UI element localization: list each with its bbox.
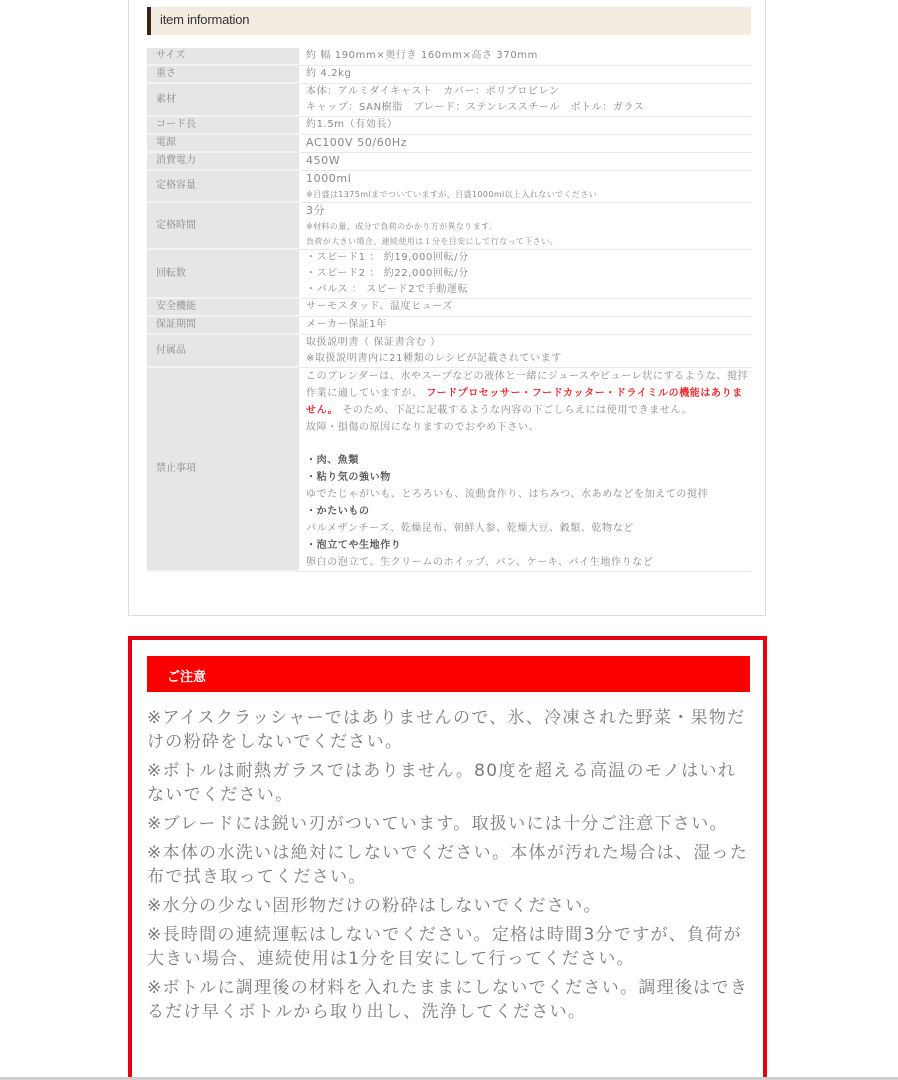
category-desc: 卵白の泡立て、生クリームのホイップ、パン、ケーキ、パイ生地作りなど <box>306 556 654 568</box>
table-row <box>147 134 751 152</box>
category-title: ・肉、魚類 <box>306 454 359 466</box>
value-line: 約1.5m（有効長） <box>306 119 398 130</box>
notice-item: ※本体の水洗いは絶対にしないでください。本体が汚れた場合は、湿った布で拭き取ってください。 <box>147 843 749 887</box>
row-value <box>299 202 751 249</box>
row-value <box>299 116 751 134</box>
row-value <box>299 334 751 367</box>
heading-title: item information <box>160 12 250 27</box>
table-row <box>147 170 751 202</box>
table-row <box>147 65 751 83</box>
category-title: ・泡立てや生地作り <box>306 539 402 551</box>
row-label: 定格容量 <box>147 170 299 202</box>
category-desc: ゆでたじゃがいも、とろろいも、流動食作り、はちみつ、水あめなどを加えての撹拌 <box>306 488 709 500</box>
notice-item: ※ブレードには鋭い刃がついています。取扱いには十分ご注意下さい。 <box>147 814 728 834</box>
row-label: 重さ <box>147 65 299 83</box>
notice-item: ※ボトルに調理後の材料を入れたままにしないでください。調理後はできるだけ早くボトルから取り出し、洗浄してください。 <box>147 978 749 1022</box>
row-label: 定格時間 <box>147 202 299 249</box>
row-label: 保証期間 <box>147 316 299 334</box>
notice-item: ※水分の少ない固形物だけの粉砕はしないでください。 <box>147 896 602 916</box>
row-value <box>299 83 751 116</box>
prohibition-highlight: フードプロセッサー・フードカッター・ドライミルの機能はありません。 <box>306 387 743 416</box>
prohibition-intro: このブレンダーは、水やスープなどの液体と一緒にジュースやピューレ状にするような、撹拌作業に適していますが、 <box>306 370 749 399</box>
value-line: 約 幅 190mm×奥行き 160mm×高さ 370mm <box>306 50 538 62</box>
value-note: ※材料の量、成分で負荷のかかり方が異なります。 <box>306 221 498 231</box>
value-line: 1000ml <box>306 171 352 185</box>
value-line: ・スピード1 ： 約19,000回転/分 <box>306 251 469 263</box>
notice-title: ご注意 <box>167 670 207 685</box>
value-line: 約 4.2kg <box>306 68 352 79</box>
value-line: 本体：アルミダイキャスト カバー：ポリプロピレン <box>306 85 560 97</box>
value-note: ※目盛は1375mlまでついていますが、目盛1000ml以上入れないでください <box>306 189 598 199</box>
row-value <box>299 367 751 571</box>
row-value <box>299 134 751 152</box>
row-label: コード長 <box>147 116 299 134</box>
value-line: キャップ：SAN樹脂 ブレード：ステンレススチール ボトル：ガラス <box>306 101 645 113</box>
row-label: 素材 <box>147 83 299 116</box>
value-line: メーカー保証1年 <box>306 319 387 330</box>
row-value <box>299 316 751 334</box>
row-value <box>299 65 751 83</box>
row-value <box>299 152 751 170</box>
row-label: 禁止事項 <box>147 367 299 571</box>
prohibition-intro-after: そのため、下記に記載するような内容の下ごしらえには使用できません。 <box>342 404 693 416</box>
spec-table <box>147 48 751 572</box>
item-information-heading <box>147 7 751 35</box>
table-row <box>147 202 751 249</box>
table-row <box>147 316 751 334</box>
value-line: ・パルス ： スピード2で手動運転 <box>306 283 469 295</box>
value-line: 取扱説明書（ 保証書含む ） <box>306 336 441 348</box>
table-row <box>147 116 751 134</box>
category-title: ・粘り気の強い物 <box>306 471 391 483</box>
row-label: 安全機能 <box>147 298 299 316</box>
row-value <box>299 170 751 202</box>
notice-list <box>147 706 751 1029</box>
notice-item: ※ボトルは耐熱ガラスではありません。80度を超える高温のモノはいれないでください。 <box>147 761 737 805</box>
prohibition-warning: 故障・損傷の原因になりますのでおやめ下さい。 <box>306 421 540 433</box>
row-label: 消費電力 <box>147 152 299 170</box>
row-label: 電源 <box>147 134 299 152</box>
table-row <box>147 83 751 116</box>
value-line: ・スピード2 ： 約22,000回転/分 <box>306 267 469 279</box>
notice-header <box>147 656 750 692</box>
row-label: 付属品 <box>147 334 299 367</box>
value-line: サーモスタッド、温度ヒューズ <box>306 301 453 312</box>
value-line: 450W <box>306 154 341 167</box>
row-value <box>299 298 751 316</box>
table-row <box>147 298 751 316</box>
table-row <box>147 249 751 298</box>
notice-item: ※アイスクラッシャーではありませんので、氷、冷凍された野菜・果物だけの粉砕をしないでください。 <box>147 708 746 752</box>
row-label: サイズ <box>147 48 299 65</box>
notice-item: ※長時間の連続運転はしないでください。定格は時間3分ですが、負荷が大きい場合、連続使用は1分を目安にして行ってください。 <box>147 925 742 969</box>
value-note: 負荷が大きい場合、連続使用は１分を目安にして行なって下さい。 <box>306 236 558 246</box>
category-title: ・かたいもの <box>306 505 370 517</box>
row-label: 回転数 <box>147 249 299 298</box>
heading-accent-bar <box>147 7 151 35</box>
table-row <box>147 152 751 170</box>
row-value <box>299 249 751 298</box>
table-row <box>147 367 751 571</box>
spacer <box>306 436 751 452</box>
row-value <box>299 48 751 65</box>
value-line: 3分 <box>306 203 326 217</box>
value-line: ※取扱説明書内に21種類のレシピが記載されています <box>306 352 562 364</box>
value-line: AC100V 50/60Hz <box>306 136 408 149</box>
category-desc: パルメザンチーズ、乾燥昆布、朝鮮人参、乾燥大豆、穀類、乾物など <box>306 522 634 534</box>
table-row <box>147 48 751 65</box>
table-row <box>147 334 751 367</box>
